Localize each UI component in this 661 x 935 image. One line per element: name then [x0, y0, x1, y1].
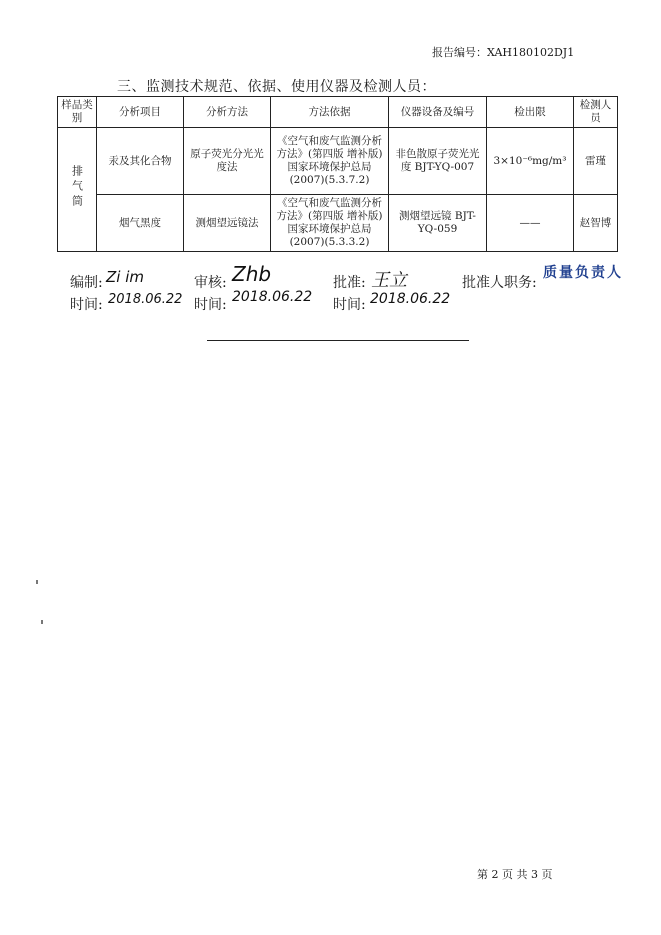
header-person: 检测人员 [574, 97, 618, 128]
table-header-row [58, 97, 618, 128]
end-divider [207, 340, 469, 341]
compiler-label: 编制: [70, 275, 103, 291]
compiler-time: 2018.06.22 [108, 292, 183, 307]
reviewer-time: 2018.06.22 [232, 289, 313, 305]
table-row [58, 128, 618, 195]
approver-title-label: 批准人职务: [462, 275, 537, 291]
page-number: 第 2 页 共 3 页 [477, 868, 553, 881]
table-row [58, 195, 618, 252]
basis-cell: 《空气和废气监测分析方法》(第四版 增补版) 国家环境保护总局 (2007)(5.3.3.2) [271, 195, 389, 252]
scan-speck [41, 620, 43, 624]
basis-cell: 《空气和废气监测分析方法》(第四版 增补版) 国家环境保护总局 (2007)(5.3.7.2) [271, 128, 389, 195]
header-item: 分析项目 [97, 97, 184, 128]
method-cell: 测烟望远镜法 [184, 195, 271, 252]
report-number: 报告编号：XAH180102DJ1 [432, 46, 575, 59]
limit-cell: 3×10⁻⁶mg/m³ [487, 128, 574, 195]
approver-time: 2018.06.22 [370, 291, 451, 307]
instrument-cell: 测烟望远镜 BJT-YQ-059 [389, 195, 487, 252]
category-label: 排气筒 [70, 165, 84, 210]
section-title: 三、监测技术规范、依据、使用仪器及检测人员： [117, 79, 436, 95]
reviewer-time-label: 时间: [194, 297, 227, 313]
method-cell: 原子荧光分光光度法 [184, 128, 271, 195]
instrument-cell: 非色散原子荧光光度 BJT-YQ-007 [389, 128, 487, 195]
reviewer-label: 审核: [194, 275, 227, 291]
reviewer-signature: Zhb [232, 262, 272, 286]
person-cell: 赵智博 [574, 195, 618, 252]
header-basis: 方法依据 [271, 97, 389, 128]
category-cell [58, 128, 97, 252]
header-category: 样品类别 [58, 97, 97, 128]
compiler-signature: Zi im [106, 268, 144, 286]
limit-cell: —— [487, 195, 574, 252]
monitoring-spec-table [57, 96, 618, 252]
person-cell: 雷瑾 [574, 128, 618, 195]
scan-speck [36, 580, 38, 584]
approver-title-stamp: 质量负责人 [543, 265, 623, 281]
approver-signature: 王立 [371, 270, 407, 291]
compiler-time-label: 时间: [70, 297, 103, 313]
item-cell: 烟气黑度 [97, 195, 184, 252]
approver-time-label: 时间: [333, 297, 366, 313]
header-method: 分析方法 [184, 97, 271, 128]
header-instrument: 仪器设备及编号 [389, 97, 487, 128]
item-cell: 汞及其化合物 [97, 128, 184, 195]
header-limit: 检出限 [487, 97, 574, 128]
approver-label: 批准: [333, 275, 366, 291]
